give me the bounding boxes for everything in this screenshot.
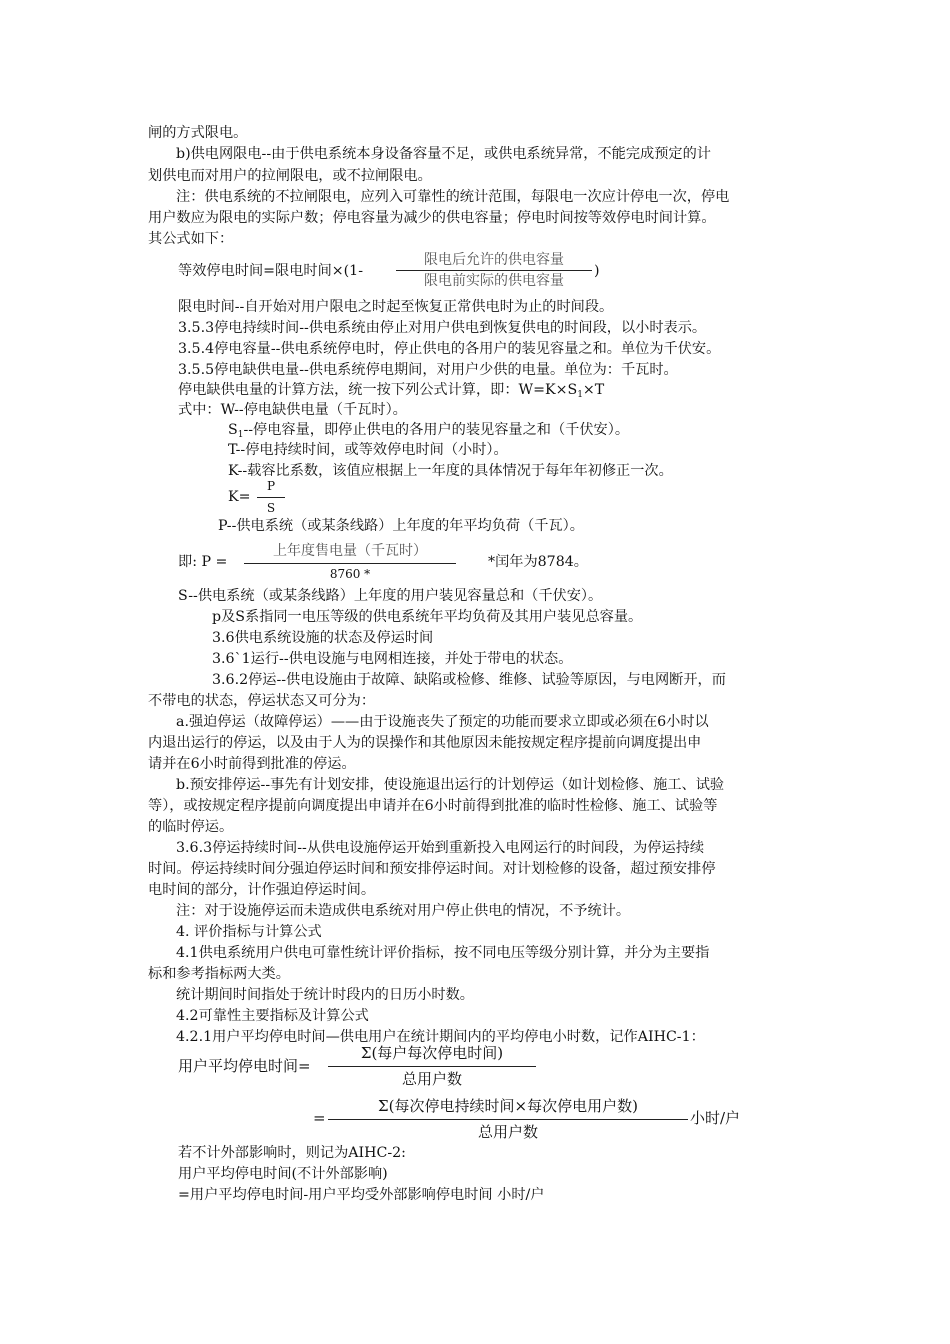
fraction-bar (328, 1119, 688, 1120)
text-line: 3.5.5停电缺供电量--供电系统停电期间，对用户少供的电量。单位为：千瓦时。 (178, 362, 678, 378)
text-line: 其公式如下： (148, 231, 234, 247)
text-line: 时间。停运持续时间分强迫停运时间和预安排停运时间。对计划检修的设备，超过预安排停 (148, 861, 716, 877)
text-line: 式中：W--停电缺供电量（千瓦时）。 (178, 402, 407, 418)
text-line: b)供电网限电--由于供电系统本身设备容量不足，或供电系统异常，不能完成预定的计 (176, 146, 711, 162)
text-line: 闸的方式限电。 (148, 125, 248, 141)
formula-denominator: 总用户数 (477, 1123, 538, 1141)
text-line: 4.2.1用户平均停电时间—供电用户在统计期间内的平均停电小时数，记作AIHC-1： (176, 1029, 705, 1045)
text-line: b.预安排停运--事先有计划安排，使设施退出运行的计划停运（如计划检修、施工、试验 (176, 777, 725, 793)
fraction-bar (396, 270, 592, 271)
text-line: =用户平均停电时间-用户平均受外部影响停电时间 小时/户 (178, 1187, 545, 1203)
formula-p-lhs: 即: P = (178, 554, 228, 570)
fraction-bar (244, 563, 456, 564)
text-line: 停电缺供电量的计算方法，统一按下列公式计算，即：$W=K\times S_1\times T$ (178, 382, 605, 400)
text-line: 请并在6小时前得到批准的停运。 (148, 756, 356, 772)
text-line: 3.6.3停运持续时间--从供电设施停运开始到重新投入电网运行的时间段，为停运持续 (176, 840, 705, 856)
formula-aihc1-lhs: 用户平均停电时间= (178, 1057, 311, 1075)
formula-equivalent-outage-rhs: ) (594, 263, 600, 279)
text-line: 用户数应为限电的实际户数；停电容量为减少的供电容量；停电时间按等效停电时间计算。 (148, 210, 716, 226)
text-line: 的临时停运。 (148, 819, 234, 835)
formula-p-note: *闰年为8784。 (488, 554, 588, 570)
text-line: 3.6`1运行--供电设施与电网相连接，并处于带电的状态。 (212, 651, 573, 667)
text-line: 等），或按规定程序提前向调度提出申请并在6小时前得到批准的临时性检修、施工、试验等 (148, 798, 718, 814)
section-heading: 4. 评价指标与计算公式 (176, 924, 322, 940)
text-line: 4.2可靠性主要指标及计算公式 (176, 1008, 369, 1024)
text-line: 电时间的部分，计作强迫停运时间。 (148, 882, 376, 898)
fraction-bar (257, 497, 285, 498)
text-line: 不带电的状态，停运状态又可分为： (148, 693, 376, 709)
text-line: 3.6供电系统设施的状态及停运时间 (212, 630, 434, 646)
formula-aihc1-equals: = (313, 1109, 326, 1127)
text-line: p及S系指同一电压等级的供电系统年平均负荷及其用户装见总容量。 (212, 609, 643, 625)
formula-numerator: P (266, 479, 276, 493)
text-line: 3.5.4停电容量--供电系统停电时，停止供电的各用户的装见容量之和。单位为千伏安。 (178, 341, 721, 357)
text-line: 注：对于设施停运而未造成供电系统对用户停止供电的情况，不予统计。 (176, 903, 631, 919)
formula-denominator: S (266, 501, 276, 515)
text-line: 内退出运行的停运，以及由于人为的误操作和其他原因未能按规定程序提前向调度提出申 (148, 735, 702, 751)
text-line: T--停电持续时间，或等效停电时间（小时）。 (228, 442, 508, 458)
formula-denominator: 限电前实际的供电容量 (424, 273, 564, 289)
text-line: 限电时间--自开始对用户限电之时起至恢复正常供电时为止的时间段。 (178, 299, 614, 315)
formula-equivalent-outage-fraction (396, 250, 592, 292)
formula-numerator: 限电后允许的供电容量 (424, 252, 564, 268)
formula-numerator: Σ(每次停电持续时间×每次停电用户数) (378, 1097, 638, 1115)
text-line: a.强迫停运（故障停运）——由于设施丧失了预定的功能而要求立即或必须在6小时以 (176, 714, 709, 730)
formula-denominator: 8760 * (329, 567, 371, 581)
formula-equivalent-outage-lhs: 等效停电时间=限电时间×(1- (178, 263, 364, 279)
text-line: 统计期间时间指处于统计时段内的日历小时数。 (176, 987, 474, 1003)
text-line: 3.5.3停电持续时间--供电系统由停止对用户供电到恢复供电的时间段，以小时表示。 (178, 320, 707, 336)
text-line: 4.1供电系统用户供电可靠性统计评价指标，按不同电压等级分别计算，并分为主要指 (176, 945, 710, 961)
text-line: 用户平均停电时间(不计外部影响) (178, 1166, 388, 1182)
formula-unit: 小时/户 (690, 1109, 741, 1127)
text-line: 划供电而对用户的拉闸限电，或不拉闸限电。 (148, 168, 432, 184)
fraction-bar (328, 1066, 536, 1067)
text-line: $S_1--$停电容量，即停止供电的各用户的装见容量之和（千伏安）。 (228, 422, 630, 440)
formula-denominator: 总用户数 (401, 1070, 462, 1088)
formula-numerator: Σ(每户每次停电时间) (360, 1044, 504, 1062)
text-line: K--载容比系数，该值应根据上一年度的具体情况于每年年初修正一次。 (228, 463, 673, 479)
text-line: 若不计外部影响时，则记为AIHC-2: (178, 1145, 406, 1161)
text-line: 标和参考指标两大类。 (148, 966, 290, 982)
text-line: 3.6.2停运--供电设施由于故障、缺陷或检修、维修、试验等原因，与电网断开，而 (212, 672, 726, 688)
text-line: P--供电系统（或某条线路）上年度的年平均负荷（千瓦）。 (218, 518, 584, 534)
formula-numerator: 上年度售电量（千瓦时） (273, 543, 427, 559)
text-line: 注：供电系统的不拉闸限电，应列入可靠性的统计范围，每限电一次应计停电一次，停电 (176, 189, 730, 205)
formula-k-lhs: K= (228, 489, 251, 505)
text-line: S--供电系统（或某条线路）上年度的用户装见容量总和（千伏安）。 (178, 588, 603, 604)
